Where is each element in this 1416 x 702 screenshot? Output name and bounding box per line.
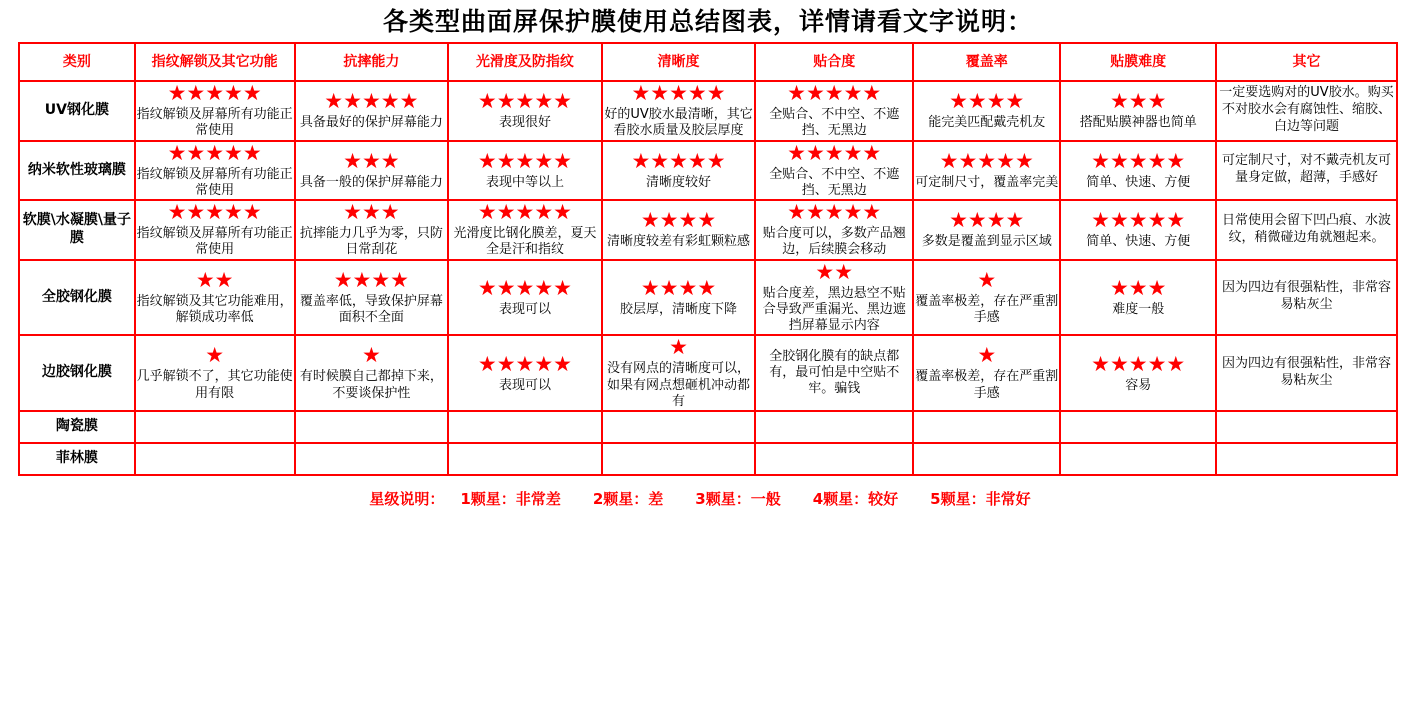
column-header: 类别 [19, 43, 135, 81]
column-header: 光滑度及防指纹 [448, 43, 602, 81]
star-rating: ★★★★ [949, 89, 1025, 114]
legend-item: 3颗星：一般 [695, 490, 781, 508]
table-cell [1060, 141, 1216, 201]
table-cell [1216, 411, 1397, 443]
cell-description: 表现很好 [498, 115, 551, 131]
star-rating: ★★★★★ [324, 89, 419, 114]
star-rating: ★★★★ [949, 208, 1025, 233]
table-row [19, 411, 1397, 443]
star-rating: ★ [205, 343, 225, 368]
table-cell [913, 200, 1060, 260]
table-cell [1060, 335, 1216, 411]
table-cell [295, 260, 449, 336]
star-rating: ★★★ [343, 148, 400, 173]
star-rating: ★★★★★ [939, 148, 1034, 173]
table-header [19, 43, 1397, 81]
cell-description: 全贴合、不中空、不遮挡、无黑边 [769, 107, 900, 139]
table-row [19, 443, 1397, 475]
row-label: 全胶钢化膜 [19, 260, 135, 336]
table-cell [135, 335, 295, 411]
table-cell [135, 200, 295, 260]
cell-description: 一定要选购对的UV胶水。购买不对胶水会有腐蚀性、缩胶、白边等问题 [1219, 85, 1394, 135]
table-cell [135, 260, 295, 336]
star-rating: ★ [361, 343, 381, 368]
table-cell [1216, 81, 1397, 141]
table-header-row [19, 43, 1397, 81]
cell-description: 简单、快速、方便 [1086, 174, 1191, 190]
column-header: 贴合度 [755, 43, 913, 81]
cell-description: 清晰度较差有彩虹颗粒感 [607, 234, 751, 250]
table-cell [448, 200, 602, 260]
cell-description: 光滑度比钢化膜差，夏天全是汗和指纹 [453, 226, 597, 258]
table-cell [1216, 141, 1397, 201]
cell-description: 好的UV胶水最清晰，其它看胶水质量及胶层厚度 [604, 107, 753, 139]
star-rating: ★★ [815, 259, 854, 284]
table-row [19, 81, 1397, 141]
table-cell [135, 411, 295, 443]
cell-description: 表现可以 [498, 377, 551, 393]
star-rating: ★★★★ [640, 275, 717, 300]
table-cell [755, 260, 913, 336]
star-rating: ★★★★★ [1091, 208, 1186, 233]
table-cell [1060, 443, 1216, 475]
table-cell [448, 260, 602, 336]
star-rating: ★★★ [1109, 275, 1167, 300]
table-cell [602, 260, 756, 336]
table-cell [448, 443, 602, 475]
star-rating: ★★★★★ [631, 81, 726, 105]
column-header: 其它 [1216, 43, 1397, 81]
cell-description: 覆盖率极差，存在严重割手感 [915, 293, 1059, 325]
page-title: 各类型曲面屏保护膜使用总结图表，详情请看文字说明： [382, 7, 1033, 36]
row-label: 边胶钢化膜 [19, 335, 135, 411]
row-label: 菲林膜 [19, 443, 135, 475]
cell-description: 指纹解锁及屏幕所有功能正常使用 [136, 107, 293, 139]
table-cell [448, 411, 602, 443]
cell-description: 贴合度可以，多数产品翘边，后续膜会移动 [762, 226, 906, 258]
star-rating: ★★★★★ [787, 81, 882, 105]
cell-description: 抗摔能力几乎为零，只防日常刮花 [299, 226, 443, 258]
star-rating: ★★★ [343, 200, 400, 224]
comparison-table [18, 42, 1398, 476]
cell-description: 指纹解锁及屏幕所有功能正常使用 [136, 166, 293, 198]
column-header: 贴膜难度 [1060, 43, 1216, 81]
table-cell [602, 81, 756, 141]
cell-description: 搭配贴膜神器也简单 [1079, 115, 1197, 131]
table-cell [295, 411, 449, 443]
star-rating: ★★★★★ [787, 140, 882, 165]
table-cell [602, 200, 756, 260]
table-cell [602, 411, 756, 443]
table-cell [1216, 335, 1397, 411]
cell-description: 表现可以 [498, 301, 551, 317]
table-cell [135, 81, 295, 141]
cell-description: 有时候膜自己都掉下来，不要谈保护性 [299, 369, 443, 401]
cell-description: 具备一般的保护屏幕能力 [299, 174, 443, 190]
table-cell [755, 81, 913, 141]
star-rating: ★★★★★ [477, 89, 573, 114]
cell-description: 表现中等以上 [485, 174, 564, 190]
table-cell [913, 411, 1060, 443]
cell-description: 全贴合、不中空、不遮挡、无黑边 [769, 166, 900, 198]
star-rating: ★★ [195, 267, 234, 292]
cell-description: 覆盖率低，导致保护屏幕面积不全面 [299, 293, 443, 325]
table-cell [913, 141, 1060, 201]
table-cell [1060, 81, 1216, 141]
table-cell [295, 200, 449, 260]
table-cell [913, 260, 1060, 336]
table-row [19, 335, 1397, 411]
row-label: 软膜\水凝膜\量子膜 [19, 200, 135, 260]
star-rating: ★★★★★ [477, 275, 573, 300]
cell-description: 多数是覆盖到显示区域 [921, 234, 1052, 250]
table-cell [1060, 200, 1216, 260]
star-rating: ★★★★★ [477, 351, 573, 376]
table-cell [448, 335, 602, 411]
cell-description: 没有网点的清晰度可以，如果有网点想砸机冲动都有 [607, 361, 751, 409]
star-rating: ★★★★★ [1091, 351, 1186, 376]
legend-item: 2颗星：差 [592, 490, 664, 508]
table-body [19, 81, 1397, 475]
star-rating: ★★★ [1109, 89, 1167, 114]
table-row [19, 260, 1397, 336]
column-header: 指纹解锁及其它功能 [135, 43, 295, 81]
column-header: 覆盖率 [913, 43, 1060, 81]
table-cell [755, 335, 913, 411]
table-cell [1216, 443, 1397, 475]
star-rating: ★ [977, 267, 997, 292]
table-row [19, 141, 1397, 201]
star-rating: ★★★★★ [477, 148, 573, 173]
row-label: 陶瓷膜 [19, 411, 135, 443]
legend-item: 4颗星：较好 [812, 490, 899, 508]
table-cell [135, 443, 295, 475]
table-cell [1216, 200, 1397, 260]
cell-description: 因为四边有很强粘性，非常容易粘灰尘 [1222, 356, 1392, 389]
column-header: 清晰度 [602, 43, 756, 81]
table-cell [295, 141, 449, 201]
star-rating: ★★★★ [333, 267, 410, 292]
cell-description: 可定制尺寸，对不戴壳机友可量身定做，超薄，手感好 [1222, 153, 1392, 186]
cell-description: 简单、快速、方便 [1086, 234, 1191, 250]
legend [0, 488, 1416, 509]
table-cell [913, 335, 1060, 411]
table-cell [755, 411, 913, 443]
table-cell [135, 141, 295, 201]
legend-item: 1颗星：非常差 [460, 490, 561, 508]
cell-description: 难度一般 [1112, 301, 1165, 317]
cell-description: 指纹解锁及其它功能难用，解锁成功率低 [136, 293, 293, 325]
cell-description: 贴合度差，黑边悬空不贴合导致严重漏光、黑边遮挡屏幕显示内容 [762, 285, 906, 333]
table-cell [295, 443, 449, 475]
star-rating: ★★★★★ [1091, 148, 1186, 173]
cell-description: 能完美匹配戴壳机友 [928, 115, 1046, 131]
table-row [19, 200, 1397, 260]
star-rating: ★★★★★ [477, 200, 573, 224]
cell-description: 全胶钢化膜有的缺点都有，最可怕是中空贴不牢。骗钱 [769, 348, 900, 397]
star-rating: ★★★★★ [631, 148, 726, 173]
star-rating: ★★★★★ [167, 140, 262, 165]
table-cell [295, 81, 449, 141]
table-cell [755, 200, 913, 260]
star-rating: ★★★★★ [787, 200, 882, 224]
table-cell [1216, 260, 1397, 336]
table-cell [755, 141, 913, 201]
cell-description: 具备最好的保护屏幕能力 [299, 115, 443, 131]
row-label: UV钢化膜 [19, 81, 135, 141]
star-rating: ★★★★★ [167, 200, 262, 224]
table-cell [295, 335, 449, 411]
table-cell [602, 335, 756, 411]
star-rating: ★★★★★ [167, 81, 262, 105]
cell-description: 几乎解锁不了，其它功能使用有限 [136, 369, 293, 401]
star-rating: ★★★★ [640, 208, 717, 233]
star-rating: ★ [669, 335, 688, 360]
legend-prefix: 星级说明： [369, 490, 445, 508]
table-cell [1060, 260, 1216, 336]
table-cell [913, 443, 1060, 475]
cell-description: 可定制尺寸，覆盖率完美 [915, 174, 1059, 190]
table-cell [755, 443, 913, 475]
table-cell [602, 443, 756, 475]
row-label: 纳米软性玻璃膜 [19, 141, 135, 201]
cell-description: 覆盖率极差，存在严重割手感 [915, 369, 1059, 401]
legend-item: 5颗星：非常好 [930, 490, 1031, 508]
column-header: 抗摔能力 [295, 43, 449, 81]
table-cell [913, 81, 1060, 141]
star-rating: ★ [977, 343, 997, 368]
cell-description: 日常使用会留下凹凸痕、水波纹，稍微碰边角就翘起来。 [1222, 212, 1392, 245]
cell-description: 指纹解锁及屏幕所有功能正常使用 [136, 226, 293, 258]
cell-description: 胶层厚，清晰度下降 [620, 301, 738, 317]
table-cell [448, 141, 602, 201]
table-cell [448, 81, 602, 141]
table-cell [1060, 411, 1216, 443]
cell-description: 清晰度较好 [646, 174, 712, 190]
cell-description: 因为四边有很强粘性，非常容易粘灰尘 [1222, 280, 1392, 313]
cell-description: 容易 [1125, 377, 1152, 393]
table-cell [602, 141, 756, 201]
